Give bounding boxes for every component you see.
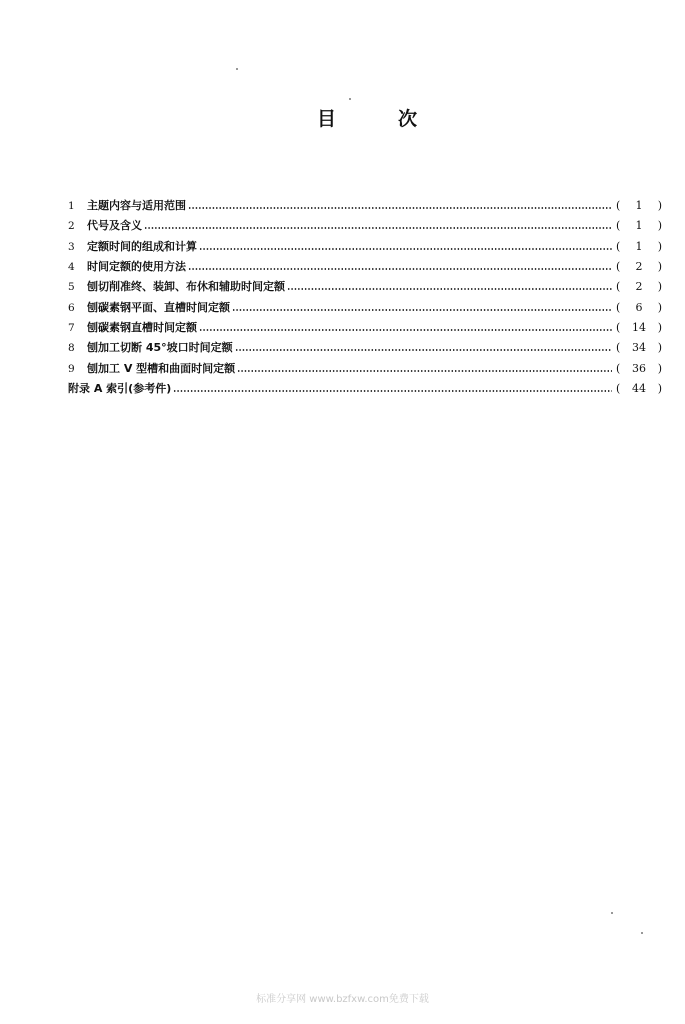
dot-leader — [232, 309, 612, 311]
dot-leader — [199, 329, 612, 331]
toc-entry-page — [616, 359, 662, 379]
toc-entry-title: 刨碳素钢直槽时间定额 — [87, 320, 197, 334]
toc-entry-page — [616, 338, 662, 358]
scan-speck — [611, 912, 613, 914]
toc-entry-appendix — [68, 379, 662, 399]
page-number: 44 — [632, 381, 646, 395]
toc-entry — [68, 196, 662, 216]
toc-entry-number: 4 — [68, 261, 75, 274]
table-of-contents — [68, 196, 662, 399]
paren-close: ) — [657, 341, 662, 355]
toc-entry-number: 6 — [68, 301, 75, 314]
toc-entry-page — [616, 216, 662, 236]
toc-entry-number: 8 — [68, 342, 75, 355]
toc-entry — [68, 318, 662, 338]
toc-entry-page — [616, 379, 662, 399]
toc-entry-number: 5 — [68, 281, 75, 294]
watermark-footer: 标准分享网 www.bzfxw.com免费下载 — [256, 994, 429, 1005]
paren-close: ) — [657, 199, 662, 213]
dot-leader — [237, 370, 612, 372]
page-number: 1 — [635, 219, 643, 233]
paren-close: ) — [657, 219, 662, 233]
title-char-1: 目 — [317, 108, 337, 130]
dot-leader — [144, 227, 612, 229]
page-number: 1 — [635, 199, 643, 213]
page-number: 36 — [632, 361, 646, 375]
toc-entry-title: 附录 A 索引(参考件) — [68, 381, 172, 395]
paren-close: ) — [657, 361, 662, 375]
toc-entry-number: 7 — [68, 321, 75, 334]
paren-open: ( — [616, 381, 621, 395]
toc-entry-page — [616, 298, 662, 318]
toc-entry-page — [616, 257, 662, 277]
paren-open: ( — [616, 219, 621, 233]
toc-entry — [68, 338, 662, 358]
toc-entry-title: 主题内容与适用范围 — [87, 199, 186, 213]
toc-entry-page — [616, 237, 662, 257]
paren-open: ( — [616, 260, 621, 274]
page-number: 6 — [635, 300, 643, 314]
dot-leader — [199, 248, 612, 250]
paren-open: ( — [616, 361, 621, 375]
toc-entry-title: 刨加工 V 型槽和曲面时间定额 — [87, 361, 236, 375]
dot-leader — [287, 288, 612, 290]
toc-entry-page — [616, 196, 662, 216]
paren-open: ( — [616, 341, 621, 355]
paren-close: ) — [657, 320, 662, 334]
toc-entry-title: 刨碳素钢平面、直槽时间定额 — [87, 300, 230, 314]
paren-close: ) — [657, 381, 662, 395]
paren-close: ) — [657, 280, 662, 294]
page-number: 14 — [632, 320, 646, 334]
toc-entry — [68, 257, 662, 277]
toc-entry-title: 定额时间的组成和计算 — [87, 239, 197, 253]
scan-speck — [641, 932, 643, 934]
paren-open: ( — [616, 300, 621, 314]
scan-speck — [236, 68, 238, 70]
dot-leader — [235, 349, 612, 351]
toc-entry-page — [616, 318, 662, 338]
toc-entry-title: 刨加工切断 45°坡口时间定额 — [87, 341, 233, 355]
paren-close: ) — [657, 300, 662, 314]
paren-close: ) — [657, 260, 662, 274]
page-number: 2 — [635, 260, 643, 274]
toc-entry-title: 代号及含义 — [87, 219, 142, 233]
toc-entry — [68, 277, 662, 297]
toc-entry-number: 2 — [68, 220, 75, 233]
dot-leader — [188, 207, 612, 209]
page-number: 1 — [635, 239, 643, 253]
scan-speck — [349, 98, 351, 100]
toc-entry-number: 1 — [68, 200, 75, 213]
toc-entry-number: 3 — [68, 240, 75, 253]
page-number: 2 — [635, 280, 643, 294]
paren-open: ( — [616, 320, 621, 334]
paren-open: ( — [616, 199, 621, 213]
toc-entry — [68, 237, 662, 257]
dot-leader — [173, 390, 612, 392]
paren-open: ( — [616, 239, 621, 253]
toc-entry-title: 时间定额的使用方法 — [87, 260, 186, 274]
toc-entry-title: 刨切削准终、装卸、布休和辅助时间定额 — [87, 280, 285, 294]
title-char-2: 次 — [398, 108, 418, 130]
toc-entry — [68, 216, 662, 236]
toc-entry-number: 9 — [68, 362, 75, 375]
page-number: 34 — [632, 341, 646, 355]
toc-entry-page — [616, 277, 662, 297]
toc-entry — [68, 358, 662, 378]
toc-entry — [68, 297, 662, 317]
dot-leader — [188, 268, 612, 270]
paren-close: ) — [657, 239, 662, 253]
paren-open: ( — [616, 280, 621, 294]
page-title — [0, 104, 685, 134]
